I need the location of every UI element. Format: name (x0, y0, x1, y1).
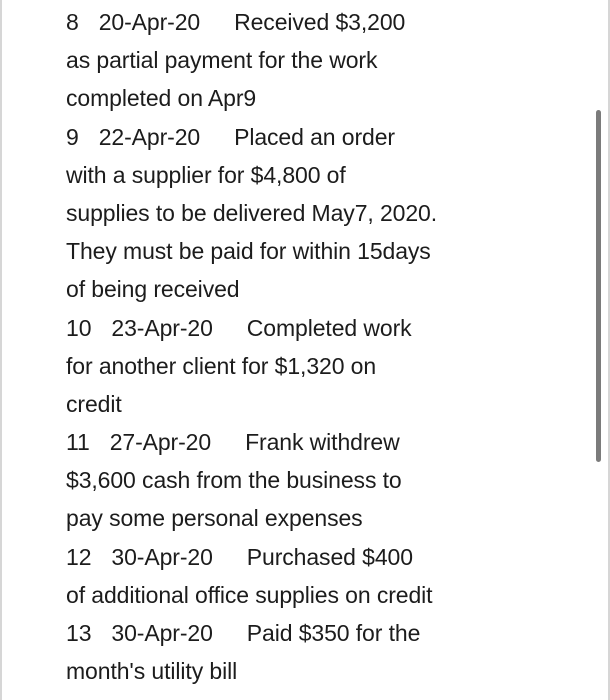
transaction-8-line: completed on Apr9 (66, 85, 257, 112)
transaction-date: 27-Apr-20 (109, 429, 212, 456)
transaction-description: Placed an order (234, 123, 395, 150)
vertical-scrollbar[interactable] (596, 110, 601, 462)
transaction-10-line: credit (66, 390, 122, 417)
transaction-number: 13 (66, 620, 92, 646)
transaction-number: 12 (66, 543, 92, 570)
transaction-9-line: of being received (66, 276, 240, 303)
transaction-date: 20-Apr-20 (98, 9, 201, 35)
transaction-date: 22-Apr-20 (98, 123, 201, 150)
transaction-description: Received $3,200 (234, 9, 406, 35)
transaction-number: 11 (66, 429, 90, 456)
transaction-10-line: for another client for $1,320 on (66, 352, 377, 379)
transaction-number: 8 (66, 9, 79, 35)
transaction-description: Paid $350 for the (246, 620, 421, 646)
transaction-11-line: $3,600 cash from the business to (66, 467, 402, 494)
transaction-12-line: of additional office supplies on credit (66, 581, 433, 608)
transaction-13-line: month's utility bill (66, 658, 238, 685)
transaction-9-header (66, 118, 586, 156)
transaction-date: 30-Apr-20 (111, 543, 213, 570)
transaction-8-line: as partial payment for the work (66, 47, 378, 74)
transaction-description: Frank withdrew (245, 429, 400, 456)
transaction-10-header (66, 309, 586, 347)
transaction-date: 30-Apr-20 (111, 620, 213, 646)
transaction-12-header (66, 538, 586, 576)
transaction-description: Purchased $400 (246, 543, 413, 570)
transaction-9-line: with a supplier for $4,800 of (66, 161, 346, 188)
transaction-8-header (66, 3, 586, 41)
transaction-number: 10 (66, 314, 92, 341)
transaction-number: 9 (66, 123, 79, 150)
transaction-9-line: supplies to be delivered May7, 2020. (66, 199, 438, 226)
transaction-11-header (66, 423, 586, 461)
transaction-date: 23-Apr-20 (111, 314, 213, 341)
transaction-description: Completed work (246, 314, 412, 341)
transaction-13-header (66, 614, 586, 652)
transaction-9-line: They must be paid for within 15days (66, 238, 431, 265)
transaction-list (66, 3, 586, 690)
transaction-11-line: pay some personal expenses (66, 505, 363, 532)
